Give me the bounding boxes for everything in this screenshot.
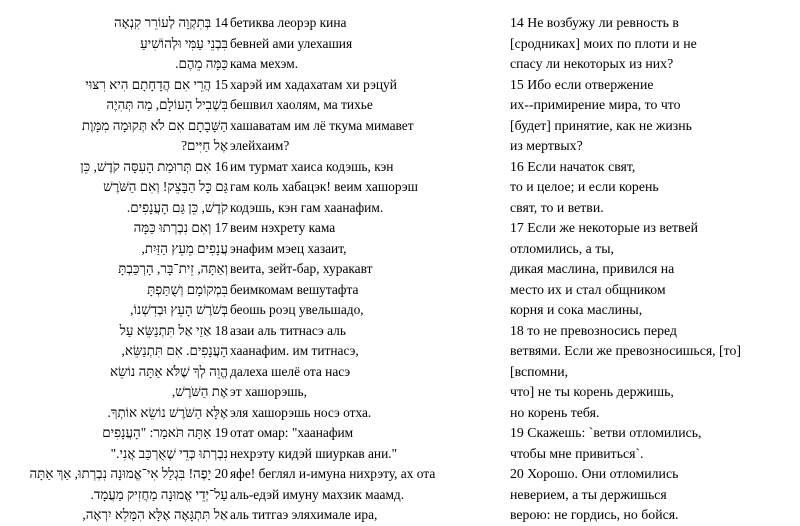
transliteration-line: веита, зейт-бар, хуракавт — [230, 261, 373, 276]
russian-line: ветвями. Если же превозносишься, [то] — [510, 343, 741, 358]
russian-line: дикая маслина, привился на — [510, 261, 675, 276]
hebrew-line: בִּבְנֵי עַמִּי וּלְהוֹשִׁיעַ — [140, 35, 228, 51]
transliteration-line: им турмат хаиса кодэшь, кэн — [230, 158, 394, 174]
hebrew-line: וְאַתָּה, זֵית־בָּר, הָרְכַּבְתָּ — [118, 261, 228, 276]
hebrew-line: כַּמָּה מֵהֶם. — [175, 56, 228, 71]
russian-line: 14 Не возбужу ли ревность в — [510, 15, 679, 30]
transliteration-line: бевней ами улехашия — [230, 35, 353, 51]
hebrew-line: אֶלָּא הַשֹּׁרֶשׁ נוֹשֵׂא אוֹתְךָ. — [107, 404, 228, 420]
hebrew-text-column — [29, 13, 228, 526]
hebrew-line: 18 אַזַי אַל תִּתְנַשֵּׂא עַל — [119, 322, 228, 338]
hebrew-line: קֹדֶשׁ, כֵּן גַּם הָעֲנָפִים. — [126, 199, 228, 215]
transliteration-line: эля хашорэшь носэ отха. — [230, 404, 372, 420]
hebrew-line: 17 וְאִם נִבְרְתוּ כַּמָּה — [133, 220, 228, 235]
russian-line: 18 то не превозносись перед — [510, 322, 677, 338]
hebrew-line: עֲנָפִים מֵעֵץ הַזַּיִת, — [141, 240, 228, 256]
transliteration-line: веим нэхрету кама — [230, 220, 336, 235]
transliteration-line: харэй им хадахатам хи рэцуй — [230, 76, 397, 92]
hebrew-line: בְּשֹׁרֶשׁ הָעֵץ וּבְדִשְׁנוֹ, — [130, 302, 228, 317]
transliteration-line: бетиква леорэр кина — [230, 15, 347, 30]
hebrew-line: בִּשְׁבִיל הָעוֹלָם, מַה תְּהִיֶה — [106, 97, 228, 112]
transliteration-line: аль титгаэ эляхимале ира, — [230, 507, 378, 522]
hebrew-line: אֶל חַיִּים? — [181, 138, 228, 153]
russian-line: [сродниках] моих по плоти и не — [510, 35, 697, 51]
transliteration-line: гам коль хабацэк! веим хашорэш — [230, 179, 418, 194]
transliteration-line: беимкомам вешутафта — [230, 281, 359, 297]
transliteration-line: элейхаим? — [230, 138, 290, 153]
transliteration-line: хаанафим. им титнасэ, — [230, 343, 359, 358]
transliteration-line: аль-едэй имуну махзик маамд. — [230, 486, 405, 502]
russian-line: корня и сока маслины, — [510, 302, 643, 317]
russian-line: что] не ты корень держишь, — [510, 384, 674, 399]
russian-line: [вспомни, — [510, 363, 569, 379]
hebrew-line: 20 יָפֶה! בִּגְלַל אִי־אֱמוּנָה נִבְרְתוּ, אַךְ אַתָּה — [29, 466, 228, 481]
transliteration-line: энафим мэец хазаит, — [230, 240, 347, 256]
transliteration-line: азаи аль титнасэ аль — [230, 322, 346, 338]
transliteration-line: беошь роэц увельшадо, — [230, 302, 364, 317]
hebrew-line: 19 אַתָּה תֹּאמַר: "הָעֲנָפִים — [102, 425, 228, 440]
russian-line: отломились, а ты, — [510, 240, 614, 256]
hebrew-line: נִבְרְתוּ כְּדֵי שֶׁאֻרְכַּב אֲנִי." — [110, 445, 228, 461]
hebrew-line: בִּמְקוֹמָם וְשֻׁתַּפְתָּ — [147, 281, 228, 297]
transliteration-line: кама мехэм. — [230, 56, 299, 71]
russian-line: неверием, а ты держишься — [510, 486, 667, 502]
hebrew-line: הַשָּׁבָתָם אִם לֹא תְּקוּמָה מִמָּוֶת — [81, 117, 228, 133]
russian-line: 20 Хорошо. Они отломились — [510, 466, 679, 481]
russian-line: 16 Если начаток свят, — [510, 158, 636, 174]
russian-line: 15 Ибо если отвержение — [510, 76, 654, 92]
hebrew-line: 14 בְּתִקְוָה לְעוֹרֵר קִנְאָה — [113, 15, 228, 30]
russian-line: 19 Скажешь: `ветви отломились, — [510, 425, 702, 440]
transliteration-line: далеха шелё ота насэ — [230, 363, 351, 379]
hebrew-line: גַּם כָּל הַבָּצֵק! וְאִם הַשֹּׁרֶשׁ — [103, 179, 228, 194]
russian-line: свят, то и ветви. — [510, 199, 604, 215]
hebrew-line: 15 הֲרֵי אִם הֲדָחָתָם הִיא רִצּוּי — [85, 76, 228, 92]
russian-translation-column — [510, 13, 795, 526]
hebrew-line: עַל־יְדֵי אֱמוּנָה מַחֲזִיק מַעֲמָד. — [90, 486, 228, 502]
transliteration-line: нехрэту кидэй шиуркав ани." — [230, 445, 398, 461]
russian-line: то и целое; и если корень — [510, 179, 659, 194]
transliteration-line: кодэшь, кэн гам хаанафим. — [230, 199, 384, 215]
transliteration-line: яфе! беглял и-имуна нихрэту, ах ота — [230, 466, 436, 481]
hebrew-line: הֱוֵה לְךָ שֶׁלֹּא אַתָּה נוֹשֵׂא — [109, 363, 228, 379]
hebrew-line: אַל תִּתְגָּאֶה אֶלָּא הִמָּלֵא יִרְאָה, — [82, 507, 228, 522]
hebrew-line: אֶת הַשֹּׁרֶשׁ, — [171, 384, 228, 399]
russian-line: спасу ли некоторых из них? — [510, 56, 674, 71]
transliteration-line: эт хашорэшь, — [230, 384, 307, 399]
hebrew-line: הָעֲנָפִים. אִם תִּתְנַשֵּׂא, — [121, 343, 228, 358]
transliteration-line: отат омар: "хаанафим — [230, 425, 354, 440]
russian-line: но корень тебя. — [510, 404, 600, 420]
russian-line: место их и стал общником — [510, 281, 666, 297]
transliteration-line: хашаватам им лё ткума мимавет — [230, 117, 414, 133]
russian-line: 17 Если же некоторые из ветвей — [510, 220, 698, 235]
russian-line: из мертвых? — [510, 138, 583, 153]
russian-line: их--примирение мира, то что — [510, 97, 681, 112]
hebrew-line: 16 אִם תְּרוּמַת הָעִסָּה קֹדֶשׁ, כֵּן — [80, 158, 228, 174]
russian-line: [будет] принятие, как не жизнь — [510, 117, 692, 133]
russian-line: верою: не гордись, но бойся. — [510, 507, 679, 522]
transliteration-column — [230, 13, 490, 526]
transliteration-line: бешвил хаолям, ма тихье — [230, 97, 373, 112]
russian-line: чтобы мне привиться`. — [510, 445, 644, 461]
